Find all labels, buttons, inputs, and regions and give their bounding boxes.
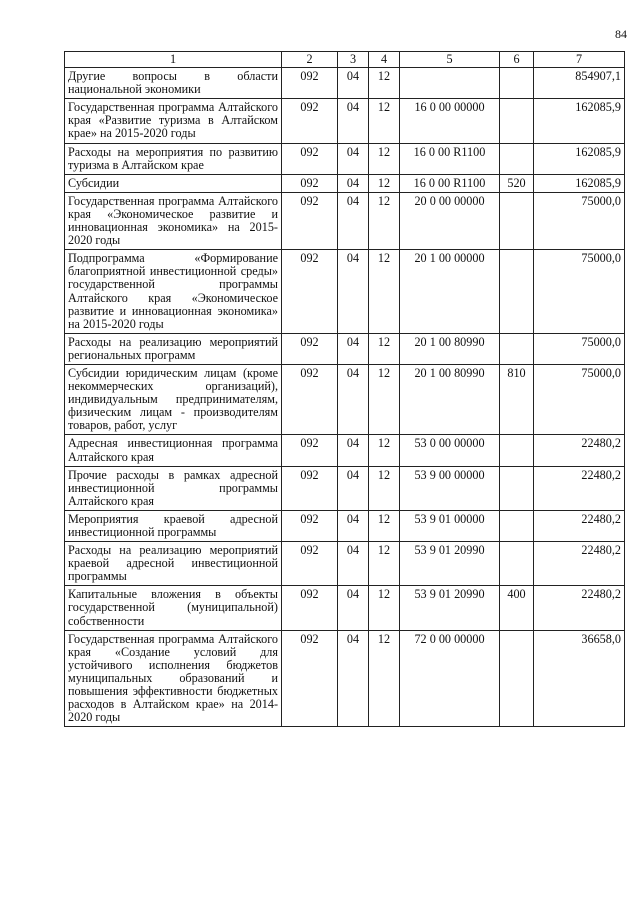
subsection-code: 12: [369, 542, 400, 586]
row-description: Расходы на мероприятия по развитию туризма в Алтайском крае: [65, 143, 282, 174]
row-description: Государственная программа Алтайского края «Развитие туризма в Алтайском крае» на 2015-2020 годы: [65, 99, 282, 143]
subsection-code: 12: [369, 192, 400, 249]
expense-type-code: [500, 333, 534, 364]
ministry-code: 092: [282, 143, 338, 174]
expense-type-code: [500, 68, 534, 99]
ministry-code: 092: [282, 586, 338, 630]
target-article-code: 16 0 00 00000: [400, 99, 500, 143]
table-row: [65, 192, 625, 249]
subsection-code: 12: [369, 250, 400, 334]
expense-type-code: [500, 510, 534, 541]
row-description: Мероприятия краевой адресной инвестиционной программы: [65, 510, 282, 541]
subsection-code: 12: [369, 143, 400, 174]
target-article-code: 53 9 01 00000: [400, 510, 500, 541]
section-code: 04: [338, 435, 369, 466]
section-code: 04: [338, 542, 369, 586]
row-description: Капитальные вложения в объекты государственной (муниципальной) собственности: [65, 586, 282, 630]
subsection-code: 12: [369, 586, 400, 630]
ministry-code: 092: [282, 250, 338, 334]
column-header: 7: [534, 52, 625, 68]
table-row: [65, 99, 625, 143]
section-code: 04: [338, 192, 369, 249]
section-code: 04: [338, 630, 369, 727]
section-code: 04: [338, 333, 369, 364]
table-row: [65, 333, 625, 364]
amount-value: 162085,9: [534, 174, 625, 192]
expense-type-code: 520: [500, 174, 534, 192]
column-header: 5: [400, 52, 500, 68]
amount-value: 162085,9: [534, 143, 625, 174]
row-description: Другие вопросы в области национальной экономики: [65, 68, 282, 99]
subsection-code: 12: [369, 364, 400, 434]
row-description: Государственная программа Алтайского края «Экономическое развитие и инновационная экономика» на 2015-2020 годы: [65, 192, 282, 249]
table-row: [65, 510, 625, 541]
row-description: Подпрограмма «Формирование благоприятной инвестиционной среды» государственной программы Алтайского края «Экономическое развитие и инновационная экономика» на 2015-2020 годы: [65, 250, 282, 334]
ministry-code: 092: [282, 174, 338, 192]
column-header: 6: [500, 52, 534, 68]
amount-value: 22480,2: [534, 435, 625, 466]
section-code: 04: [338, 250, 369, 334]
table-row: [65, 174, 625, 192]
ministry-code: 092: [282, 542, 338, 586]
target-article-code: 53 9 01 20990: [400, 542, 500, 586]
target-article-code: 16 0 00 R1100: [400, 174, 500, 192]
expense-type-code: [500, 192, 534, 249]
row-description: Расходы на реализацию мероприятий краевой адресной инвестиционной программы: [65, 542, 282, 586]
amount-value: 75000,0: [534, 333, 625, 364]
amount-value: 75000,0: [534, 364, 625, 434]
target-article-code: 20 1 00 80990: [400, 364, 500, 434]
amount-value: 75000,0: [534, 192, 625, 249]
target-article-code: 53 9 01 20990: [400, 586, 500, 630]
table-row: [65, 630, 625, 727]
subsection-code: 12: [369, 99, 400, 143]
section-code: 04: [338, 143, 369, 174]
amount-value: 162085,9: [534, 99, 625, 143]
table-row: [65, 586, 625, 630]
row-description: Субсидии: [65, 174, 282, 192]
amount-value: 22480,2: [534, 466, 625, 510]
amount-value: 854907,1: [534, 68, 625, 99]
section-code: 04: [338, 364, 369, 434]
ministry-code: 092: [282, 510, 338, 541]
row-description: Прочие расходы в рамках адресной инвестиционной программы Алтайского края: [65, 466, 282, 510]
subsection-code: 12: [369, 510, 400, 541]
ministry-code: 092: [282, 99, 338, 143]
ministry-code: 092: [282, 192, 338, 249]
column-header: 1: [65, 52, 282, 68]
target-article-code: 53 9 00 00000: [400, 466, 500, 510]
amount-value: 22480,2: [534, 510, 625, 541]
expense-type-code: [500, 250, 534, 334]
section-code: 04: [338, 68, 369, 99]
ministry-code: 092: [282, 435, 338, 466]
expense-type-code: [500, 143, 534, 174]
table-row: [65, 68, 625, 99]
column-header: 3: [338, 52, 369, 68]
target-article-code: 20 1 00 80990: [400, 333, 500, 364]
column-header: 2: [282, 52, 338, 68]
expense-type-code: 400: [500, 586, 534, 630]
column-header: 4: [369, 52, 400, 68]
ministry-code: 092: [282, 364, 338, 434]
target-article-code: 20 0 00 00000: [400, 192, 500, 249]
expense-type-code: [500, 466, 534, 510]
expense-type-code: [500, 435, 534, 466]
amount-value: 75000,0: [534, 250, 625, 334]
subsection-code: 12: [369, 333, 400, 364]
expense-type-code: [500, 542, 534, 586]
ministry-code: 092: [282, 68, 338, 99]
row-description: Государственная программа Алтайского края «Создание условий для устойчивого исполнения бюджетов муниципальных образований и повышения эффективности бюджетных расходов в Алтайском крае» на 2014-2020 годы: [65, 630, 282, 727]
row-description: Адресная инвестиционная программа Алтайского края: [65, 435, 282, 466]
target-article-code: [400, 68, 500, 99]
section-code: 04: [338, 99, 369, 143]
subsection-code: 12: [369, 466, 400, 510]
table-row: [65, 143, 625, 174]
section-code: 04: [338, 466, 369, 510]
subsection-code: 12: [369, 435, 400, 466]
ministry-code: 092: [282, 466, 338, 510]
table-row: [65, 364, 625, 434]
expense-type-code: [500, 99, 534, 143]
amount-value: 36658,0: [534, 630, 625, 727]
amount-value: 22480,2: [534, 586, 625, 630]
column-number-row: [65, 52, 625, 68]
table-row: [65, 466, 625, 510]
subsection-code: 12: [369, 174, 400, 192]
table-row: [65, 542, 625, 586]
target-article-code: 53 0 00 00000: [400, 435, 500, 466]
section-code: 04: [338, 586, 369, 630]
row-description: Субсидии юридическим лицам (кроме некоммерческих организаций), индивидуальным предпринимателям, физическим лицам - производителям товаров, работ, услуг: [65, 364, 282, 434]
target-article-code: 16 0 00 R1100: [400, 143, 500, 174]
expense-type-code: [500, 630, 534, 727]
table-row: [65, 435, 625, 466]
amount-value: 22480,2: [534, 542, 625, 586]
table-row: [65, 250, 625, 334]
expense-type-code: 810: [500, 364, 534, 434]
target-article-code: 72 0 00 00000: [400, 630, 500, 727]
section-code: 04: [338, 174, 369, 192]
section-code: 04: [338, 510, 369, 541]
budget-table: [64, 51, 625, 727]
subsection-code: 12: [369, 630, 400, 727]
page-number: 84: [615, 27, 627, 41]
target-article-code: 20 1 00 00000: [400, 250, 500, 334]
ministry-code: 092: [282, 630, 338, 727]
row-description: Расходы на реализацию мероприятий региональных программ: [65, 333, 282, 364]
ministry-code: 092: [282, 333, 338, 364]
subsection-code: 12: [369, 68, 400, 99]
